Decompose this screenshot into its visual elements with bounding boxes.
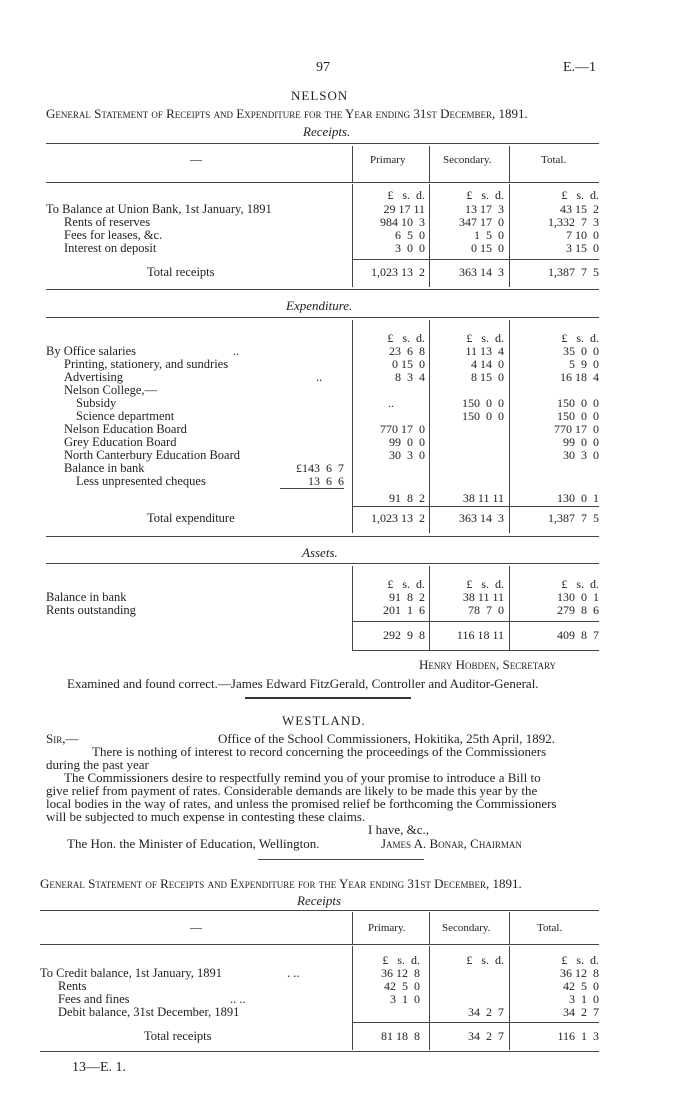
primary-value: 91 8 2 (389, 590, 425, 604)
column-header-secondary: Secondary. (442, 922, 491, 934)
table-rule (40, 944, 599, 945)
letter-paragraph-line: There is nothing of interest to record concerning the proceedings of the Commissioners (92, 744, 547, 759)
primary-total: 81 18 8 (381, 1029, 420, 1043)
letter-closing: I have, &c., (368, 822, 430, 837)
row-label: Grey Education Board (64, 435, 177, 449)
secondary-value: 150 0 0 (462, 396, 504, 410)
primary-total: 1,023 13 2 (371, 511, 425, 525)
primary-value: 3 1 0 (390, 992, 420, 1006)
westland-receipts-label: Receipts (297, 893, 342, 908)
total-row (0, 1029, 700, 1042)
row-label: Rents of reserves (64, 215, 151, 229)
subtotal-rule (352, 621, 599, 622)
section-divider (258, 859, 424, 860)
row-label: Nelson Education Board (64, 422, 187, 436)
primary-value: 984 10 3 (380, 215, 425, 229)
money-heading: £ s. d. (466, 577, 504, 591)
total-value: 5 9 0 (569, 357, 599, 371)
page-number: 97 (316, 60, 330, 75)
money-heading: £ s. d. (466, 188, 504, 202)
row-label: Nelson College,— (64, 383, 158, 397)
table-rule (40, 910, 599, 911)
primary-total: 1,023 13 2 (371, 265, 425, 279)
total-value: 3 1 0 (569, 992, 599, 1006)
row-label: Rents (58, 979, 87, 993)
secondary-total: 34 2 7 (468, 1029, 504, 1043)
column-rule (509, 146, 510, 182)
table-row (0, 979, 700, 992)
subtotal-rule (352, 1022, 599, 1023)
row-label: Total receipts (144, 1029, 212, 1043)
secondary-value: 78 7 0 (468, 603, 504, 617)
table-row (0, 590, 700, 603)
sub-amount: £143 6 7 (296, 461, 344, 475)
money-heading: £ s. d. (561, 331, 599, 345)
primary-total: 292 9 8 (383, 628, 425, 642)
table-row (0, 422, 700, 435)
total-value: 30 3 0 (563, 448, 599, 462)
secondary-value: 38 11 11 (462, 590, 504, 604)
secondary-value: 11 13 4 (465, 344, 504, 358)
letter-addressee: The Hon. the Minister of Education, Wellington. (67, 836, 320, 851)
secondary-value: 13 17 3 (465, 202, 504, 216)
secondary-value: 8 15 0 (471, 370, 504, 384)
secondary-total: 363 14 3 (459, 265, 504, 279)
table-row (0, 966, 700, 979)
money-heading: £ s. d. (387, 331, 425, 345)
secondary-value: 1 5 0 (474, 228, 504, 242)
row-label: North Canterbury Education Board (64, 448, 240, 462)
money-heading: £ s. d. (561, 188, 599, 202)
row-label: Science department (76, 409, 175, 423)
primary-value: 6 5 0 (395, 228, 425, 242)
nelson-heading: NELSON (291, 88, 349, 103)
table-row (0, 228, 700, 241)
secondary-total: 116 18 11 (456, 628, 504, 642)
table-rule (46, 182, 599, 183)
money-heading: £ s. d. (387, 577, 425, 591)
table-row (0, 435, 700, 448)
row-label: Interest on deposit (64, 241, 157, 255)
table-rule (46, 143, 599, 144)
table-row (0, 202, 700, 215)
row-label: Fees for leases, &c. (64, 228, 163, 242)
secondary-value: 150 0 0 (462, 409, 504, 423)
total-value: 150 0 0 (557, 396, 599, 410)
table-row (0, 344, 700, 357)
primary-value: 23 6 8 (389, 344, 425, 358)
row-label: Rents outstanding (46, 603, 136, 617)
table-row (0, 357, 700, 370)
secretary-signature: Henry Hobden, Secretary (419, 657, 557, 672)
column-header-total: Total. (541, 154, 567, 166)
letter-office-line: Office of the School Commissioners, Hokitika, 25th April, 1892. (218, 731, 556, 746)
row-label: Less unpresented cheques (76, 474, 206, 488)
assets-label: Assets. (302, 545, 338, 560)
expenditure-label: Expenditure. (286, 298, 353, 313)
row-label: Printing, stationery, and sundries (64, 357, 229, 371)
primary-value: 8 3 4 (395, 370, 425, 384)
total-value: 43 15 2 (560, 202, 599, 216)
table-rule (40, 1051, 599, 1052)
row-label: Balance in bank (46, 590, 127, 604)
table-row (0, 370, 700, 383)
column-rule (429, 912, 430, 944)
letter-paragraph-line: during the past year (46, 757, 149, 772)
money-heading: £ s. d. (466, 331, 504, 345)
row-label: Advertising (64, 370, 124, 384)
westland-statement-title: General Statement of Receipts and Expenditure for the Year ending 31st December, 1891. (40, 876, 522, 891)
column-rule (429, 146, 430, 182)
column-header-secondary: Secondary. (443, 154, 492, 166)
money-heading: £ s. d. (466, 953, 504, 967)
westland-heading: WESTLAND. (282, 713, 366, 728)
grand-total: 1,387 7 5 (548, 511, 599, 525)
total-value: 42 5 0 (563, 979, 599, 993)
table-row (0, 396, 700, 409)
grand-total: 116 1 3 (557, 1029, 599, 1043)
letter-salutation: Sir,— (46, 731, 79, 746)
table-rule (46, 563, 599, 564)
letter-paragraph-line: The Commissioners desire to respectfully remind you of your promise to introduce a Bill to (64, 770, 541, 785)
leader-dots: . .. (287, 966, 300, 980)
row-label: To Credit balance, 1st January, 1891 (40, 966, 222, 980)
leader-dots: .. .. (230, 992, 246, 1006)
money-heading: £ s. d. (561, 953, 599, 967)
total-value: 130 0 1 (557, 590, 599, 604)
secondary-value: 347 17 0 (459, 215, 504, 229)
letter-signatory: James A. Bonar, Chairman (381, 836, 522, 851)
table-row (0, 461, 700, 474)
total-value: 3 15 0 (566, 241, 599, 255)
total-value: 34 2 7 (563, 1005, 599, 1019)
sub-amount: 13 6 6 (308, 474, 344, 488)
secondary-value: 0 15 0 (471, 241, 504, 255)
table-row (0, 1005, 700, 1018)
row-label: Total expenditure (147, 511, 235, 525)
primary-value: 201 1 6 (383, 603, 425, 617)
primary-value: 0 15 0 (392, 357, 425, 371)
row-label: By Office salaries (46, 344, 137, 358)
leader-dots: .. (233, 344, 240, 358)
nelson-statement-title: General Statement of Receipts and Expenditure for the Year ending 31st December, 1891. (46, 106, 528, 121)
table-row (0, 474, 700, 487)
total-value: 770 17 0 (554, 422, 599, 436)
subtotal-rule (352, 506, 599, 507)
secondary-value: 38 11 11 (462, 491, 504, 505)
total-value: 150 0 0 (557, 409, 599, 423)
secondary-value: 4 14 0 (471, 357, 504, 371)
secondary-value: 34 2 7 (468, 1005, 504, 1019)
table-row (0, 409, 700, 422)
sub-rule (280, 488, 344, 489)
total-value: 99 0 0 (563, 435, 599, 449)
document-code: E.—1 (563, 60, 597, 75)
nelson-receipts-label: Receipts. (303, 124, 351, 139)
column-header-blank: — (190, 920, 202, 934)
table-row (0, 491, 700, 504)
column-header-primary: Primary. (368, 922, 406, 934)
total-value: 35 0 0 (563, 344, 599, 358)
row-label: To Balance at Union Bank, 1st January, 1891 (46, 202, 272, 216)
total-value: 7 10 0 (566, 228, 599, 242)
subtotal-rule (352, 259, 599, 260)
table-row (0, 383, 700, 396)
table-rule (352, 650, 599, 651)
total-value: 16 18 4 (560, 370, 599, 384)
section-divider (245, 697, 411, 699)
primary-value: 30 3 0 (389, 448, 425, 462)
signature-mark: 13—E. 1. (72, 1060, 127, 1075)
primary-value: 91 8 2 (389, 491, 425, 505)
primary-value: 36 12 8 (381, 966, 420, 980)
column-rule (352, 146, 353, 182)
primary-value: .. (388, 396, 394, 410)
column-rule (352, 912, 353, 944)
total-row (0, 511, 700, 524)
table-rule (46, 317, 599, 318)
letter-paragraph-line: will be subjected to much expense in contesting these claims. (46, 809, 366, 824)
row-label: Balance in bank (64, 461, 145, 475)
primary-value: 3 0 0 (395, 241, 425, 255)
total-row (0, 628, 700, 641)
primary-value: 29 17 11 (383, 202, 425, 216)
auditor-note: Examined and found correct.—James Edward FitzGerald, Controller and Auditor-General. (67, 676, 539, 691)
column-rule (509, 912, 510, 944)
column-header-primary: Primary (370, 154, 406, 166)
money-heading: £ s. d. (561, 577, 599, 591)
primary-value: 42 5 0 (384, 979, 420, 993)
letter-paragraph-line: local bodies in the way of rates, and unless the promised relief be forthcoming the Commissioners (46, 796, 557, 811)
table-rule (46, 289, 599, 290)
primary-value: 99 0 0 (389, 435, 425, 449)
letter-paragraph-line: give relief from payment of rates. Considerable demands are likely to be made this year by the (46, 783, 538, 798)
table-row (0, 241, 700, 254)
grand-total: 1,387 7 5 (548, 265, 599, 279)
table-row (0, 448, 700, 461)
table-row (0, 992, 700, 1005)
row-label: Fees and fines (58, 992, 130, 1006)
total-row (0, 265, 700, 278)
row-label: Subsidy (76, 396, 117, 410)
row-label: Total receipts (147, 265, 215, 279)
total-value: 279 8 6 (557, 603, 599, 617)
money-heading: £ s. d. (387, 188, 425, 202)
table-row (0, 603, 700, 616)
table-rule (46, 536, 599, 537)
leader-dots: .. (316, 370, 323, 384)
total-value: 36 12 8 (560, 966, 599, 980)
grand-total: 409 8 7 (557, 628, 599, 642)
secondary-total: 363 14 3 (459, 511, 504, 525)
primary-value: 770 17 0 (380, 422, 425, 436)
column-header-blank: — (190, 152, 202, 166)
column-header-total: Total. (537, 922, 563, 934)
total-value: 1,332 7 3 (548, 215, 599, 229)
money-heading: £ s. d. (382, 953, 420, 967)
table-row (0, 215, 700, 228)
row-label: Debit balance, 31st December, 1891 (58, 1005, 240, 1019)
total-value: 130 0 1 (557, 491, 599, 505)
